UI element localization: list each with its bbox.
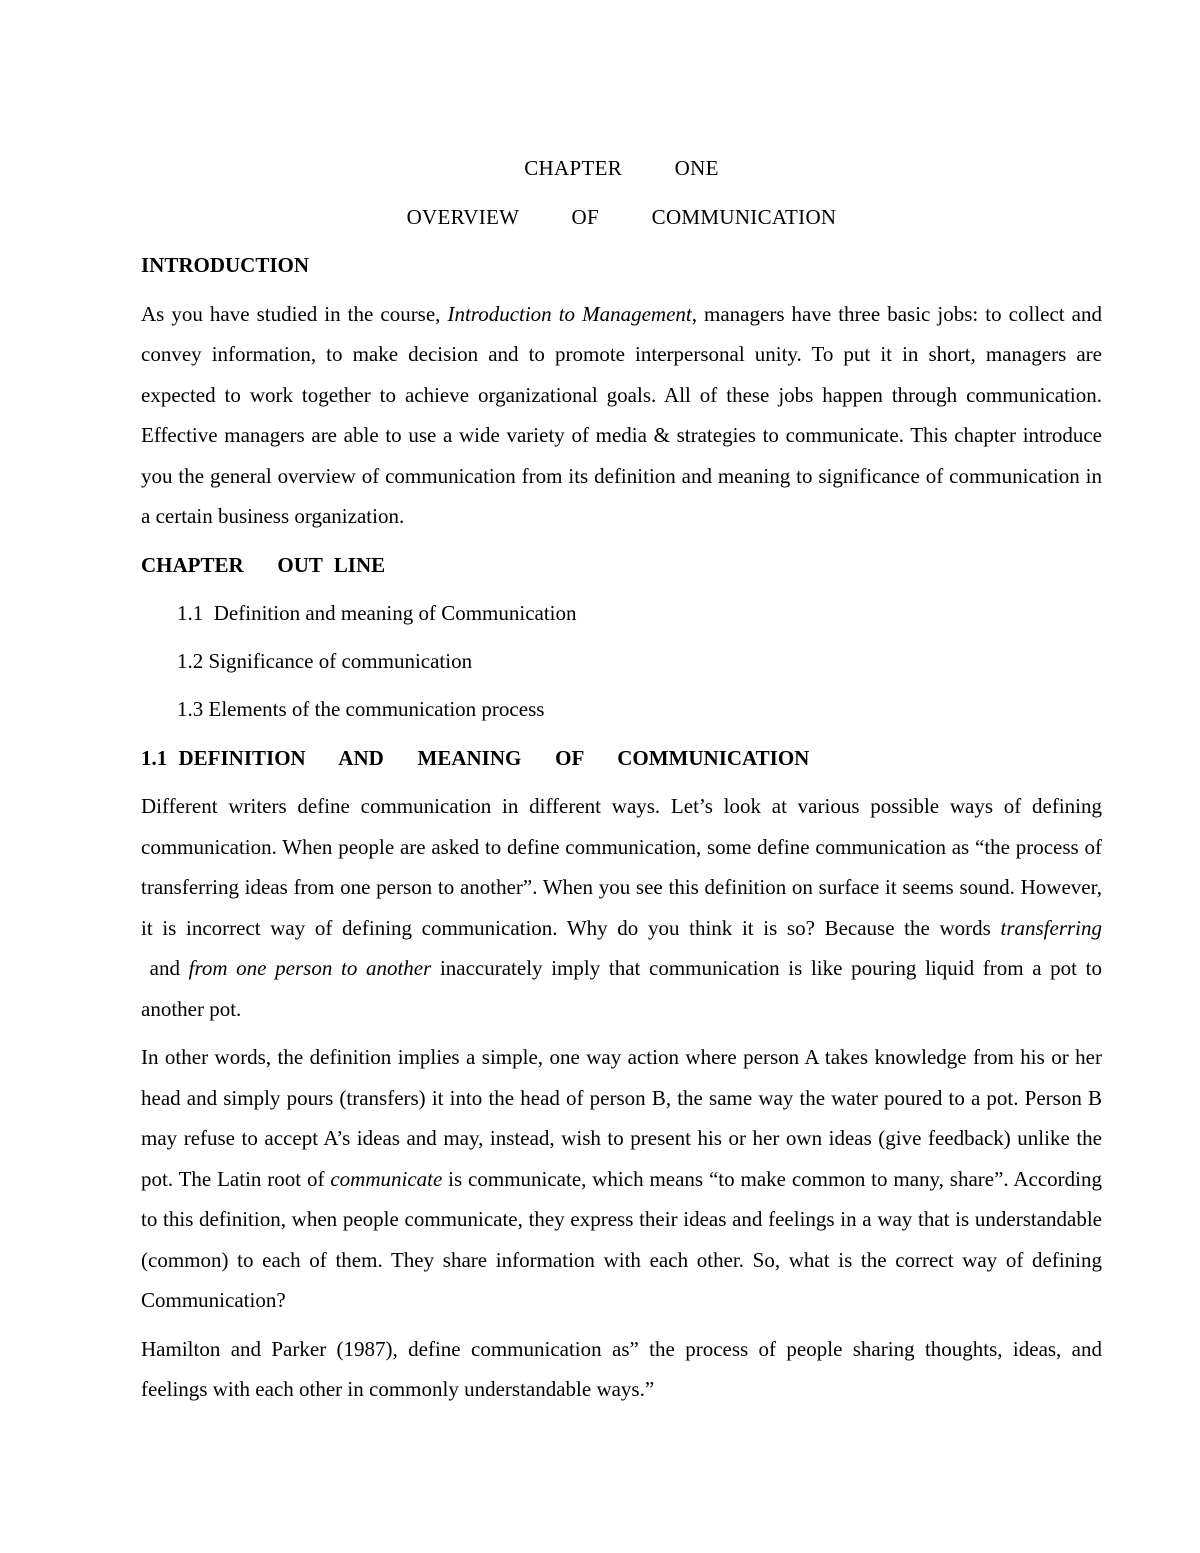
chapter-title: OVERVIEW OF COMMUNICATION [406,204,837,229]
introduction-paragraph [141,294,1102,537]
def-p2-italic-communicate: communicate [330,1166,443,1191]
outline-heading: CHAPTER OUT LINE [141,552,386,577]
outline-item-3: 1.3 Elements of the communication process [177,697,545,721]
intro-text-a: As you have studied in the course, [141,301,448,326]
def-p2-text-b: is communicate, which means “to make common to many, share”. According to this definition, when people communicate, they express their ideas and feelings in a way that is understandable (common) to each of them. They share information with each other. So, what is the correct way of defining Communication? [141,1166,1103,1312]
def-p1-italic-transferring: transferring [1000,915,1102,940]
def-p1-text-a: Different writers define communication in different ways. Let’s look at various possible ways of defining communication. When people are asked to define communication, some define communication as “the process of transferring ideas from one person to another”. When you see this definition on surface it seems sound. However, it is incorrect way of defining communication. Why do you think it is so? Because the words [141,794,1102,940]
intro-text-b: , managers have three basic jobs: to collect and convey information, to make decision and to promote interpersonal unity. To put it in short, managers are expected to work together to achieve organizational goals. All of these jobs happen through communication. Effective managers are able to use a wide variety of media & strategies to communicate. This chapter introduce you the general overview of communication from its definition and meaning to significance of communication in a certain business organization. [141,301,1102,528]
definition-paragraph-3: Hamilton and Parker (1987), define communication as” the process of people sharing thoughts, ideas, and feelings with each other in commonly understandable ways.” [141,1336,1102,1401]
def-p2-text-a: In other words, the definition implies a simple, one way action where person A takes knowledge from his or her head and simply pours (transfers) it into the head of person B, the same way the water poured to a pot. Person B may refuse to accept A’s ideas and may, instead, wish to present his or her own ideas (give feedback) unlike the pot. The Latin root of [141,1045,1102,1191]
definition-paragraph-1 [141,786,1102,1029]
outline-item-2: 1.2 Significance of communication [177,649,473,673]
introduction-heading: INTRODUCTION [141,253,310,277]
intro-course-title: Introduction to Management [447,301,692,326]
definition-paragraph-2 [141,1037,1102,1321]
section-1-1-heading: 1.1 DEFINITION AND MEANING OF COMMUNICATION [141,745,810,770]
outline-list [177,593,1102,730]
def-p1-text-b: inaccurately imply that communication is like pouring liquid from a pot to another pot. [141,956,1102,1021]
chapter-label: CHAPTER ONE [524,156,719,180]
def-p1-italic-phrase: from one person to another [188,956,432,980]
def-p1-text-mid: and [141,956,189,980]
outline-item-1: 1.1 Definition and meaning of Communication [177,601,577,625]
document-body [141,148,1102,1418]
